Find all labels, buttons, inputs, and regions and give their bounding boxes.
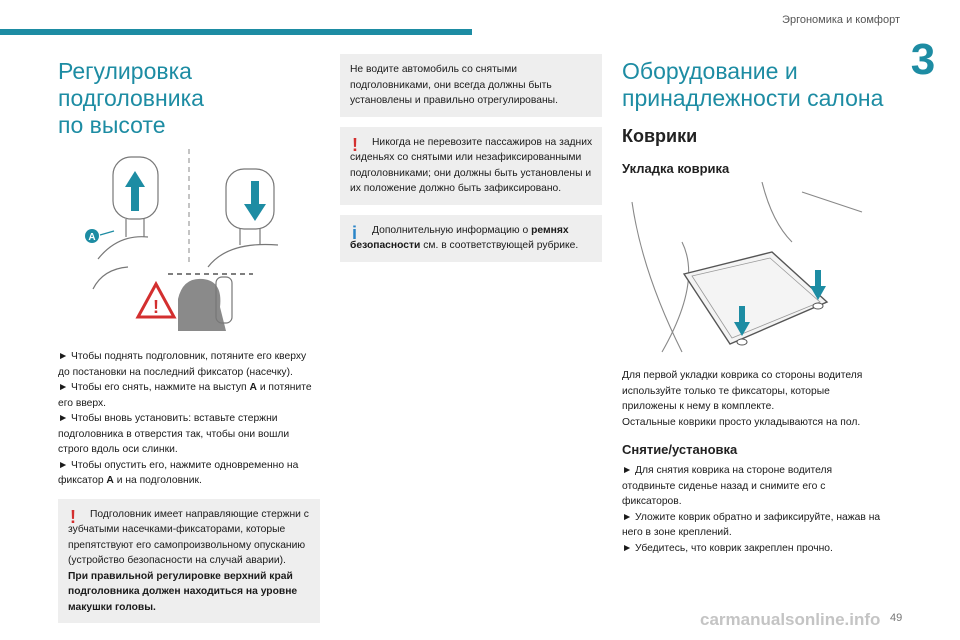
floor-mat-illustration	[622, 182, 884, 362]
equipment-title-line1: Оборудование и	[622, 58, 798, 84]
rear-warning-text: Никогда не перевозите пассажиров на задних сиденьях со снятыми или незафиксированными подголовниками; они должны быть установлены и их положение должно быть зафиксировано.	[350, 136, 593, 194]
bullet-lower-tail: и на подголовник.	[113, 475, 202, 486]
note-text: Не водите автомобиль со снятыми подголовниками, они всегда должны быть установлены и правильно отрегулированы.	[350, 64, 558, 106]
chapter-title: Эргономика и комфорт	[782, 14, 900, 26]
chapter-number: 3	[910, 35, 936, 84]
warning-triangle-sign: !	[153, 297, 159, 317]
warning-icon: !	[70, 506, 76, 527]
notes-column	[340, 54, 602, 262]
info-text-post: см. в соответствующей рубрике.	[420, 240, 579, 251]
arrow-up-icon	[125, 171, 145, 211]
bullet-check-mat: ► Убедитесь, что коврик закреплен прочно.	[622, 542, 833, 554]
label-a: A	[88, 232, 96, 243]
bullet-remove-text: ► Чтобы его снять, нажмите на выступ	[58, 382, 247, 393]
mat-install-text: Для первой укладки коврика со стороны водителя используйте только те фиксаторы, которые приложены к нему в комплекте.	[622, 370, 863, 412]
bullet-remove-tail: и потяните его вверх.	[58, 382, 312, 409]
warning-text: Подголовник имеет направляющие стержни с зубчатыми насечками-фиксаторами, которые препятствуют его самопроизвольному опусканию (устройство безопасности на случай аварии).	[68, 508, 309, 566]
headrest-instructions	[58, 349, 320, 489]
watermark: carmanualsonline.info	[700, 610, 881, 629]
bullet-remove	[58, 380, 320, 411]
bullet-raise: ► Чтобы поднять подголовник, потяните его кверху до постановки на последний фиксатор (насечку).	[58, 351, 307, 378]
info-box	[340, 215, 602, 262]
mat-install-heading: Укладка коврика	[622, 161, 730, 176]
headrest-title-line2: по высоте	[58, 112, 166, 138]
head-silhouette	[178, 279, 226, 331]
bullet-remove-mat: ► Для снятия коврика на стороне водителя отодвиньте сиденье назад и снимите его с фиксаторов.	[622, 465, 833, 507]
info-icon: i	[352, 222, 358, 243]
floor-mat	[684, 252, 827, 344]
mat-removal-instructions	[622, 463, 884, 556]
warning-bold-text: При правильной регулировке верхний край подголовника должен находиться на уровне макушки головы.	[68, 570, 298, 613]
other-mats-text: Остальные коврики просто укладываются на пол.	[622, 416, 861, 428]
headrest-title-line1: Регулировка подголовника	[58, 58, 204, 111]
bullet-reinstall: ► Чтобы вновь установить: вставьте стержни подголовника в отверстия так, чтобы они вошли строго вдоль оси слинки.	[58, 413, 290, 455]
fixing-point-icon	[737, 339, 747, 345]
page-number: 49	[890, 612, 903, 624]
bullet-refit-mat: ► Уложите коврик обратно и зафиксируйте, нажав на него в зоне креплений.	[622, 511, 881, 538]
mat-removal-heading: Снятие/установка	[622, 442, 738, 457]
equipment-column	[622, 58, 884, 556]
info-text-pre: Дополнительную информацию о	[372, 224, 532, 236]
bullet-remove-bold: A	[249, 382, 257, 393]
rear-warning-box	[340, 127, 602, 205]
info-text-bold: ремнях безопасности	[350, 224, 569, 251]
bullet-lower	[58, 458, 320, 489]
note-box	[340, 54, 602, 117]
headrest-title	[58, 58, 320, 139]
fixing-point-icon	[813, 303, 823, 309]
bullet-lower-bold: A	[106, 475, 114, 486]
headrest-illustration	[58, 149, 320, 339]
mats-heading: Коврики	[622, 126, 698, 146]
warning-icon: !	[352, 134, 358, 155]
headrest-column	[58, 58, 320, 623]
top-accent-bar	[0, 29, 472, 35]
arrow-down-icon	[244, 181, 266, 221]
headrest-warning-box	[58, 499, 320, 624]
info-text	[350, 223, 594, 254]
equipment-title-line2: принадлежности салона	[622, 85, 884, 111]
equipment-title	[622, 58, 884, 112]
bullet-lower-text: ► Чтобы опустить его, нажмите одновременно на фиксатор	[58, 459, 299, 486]
